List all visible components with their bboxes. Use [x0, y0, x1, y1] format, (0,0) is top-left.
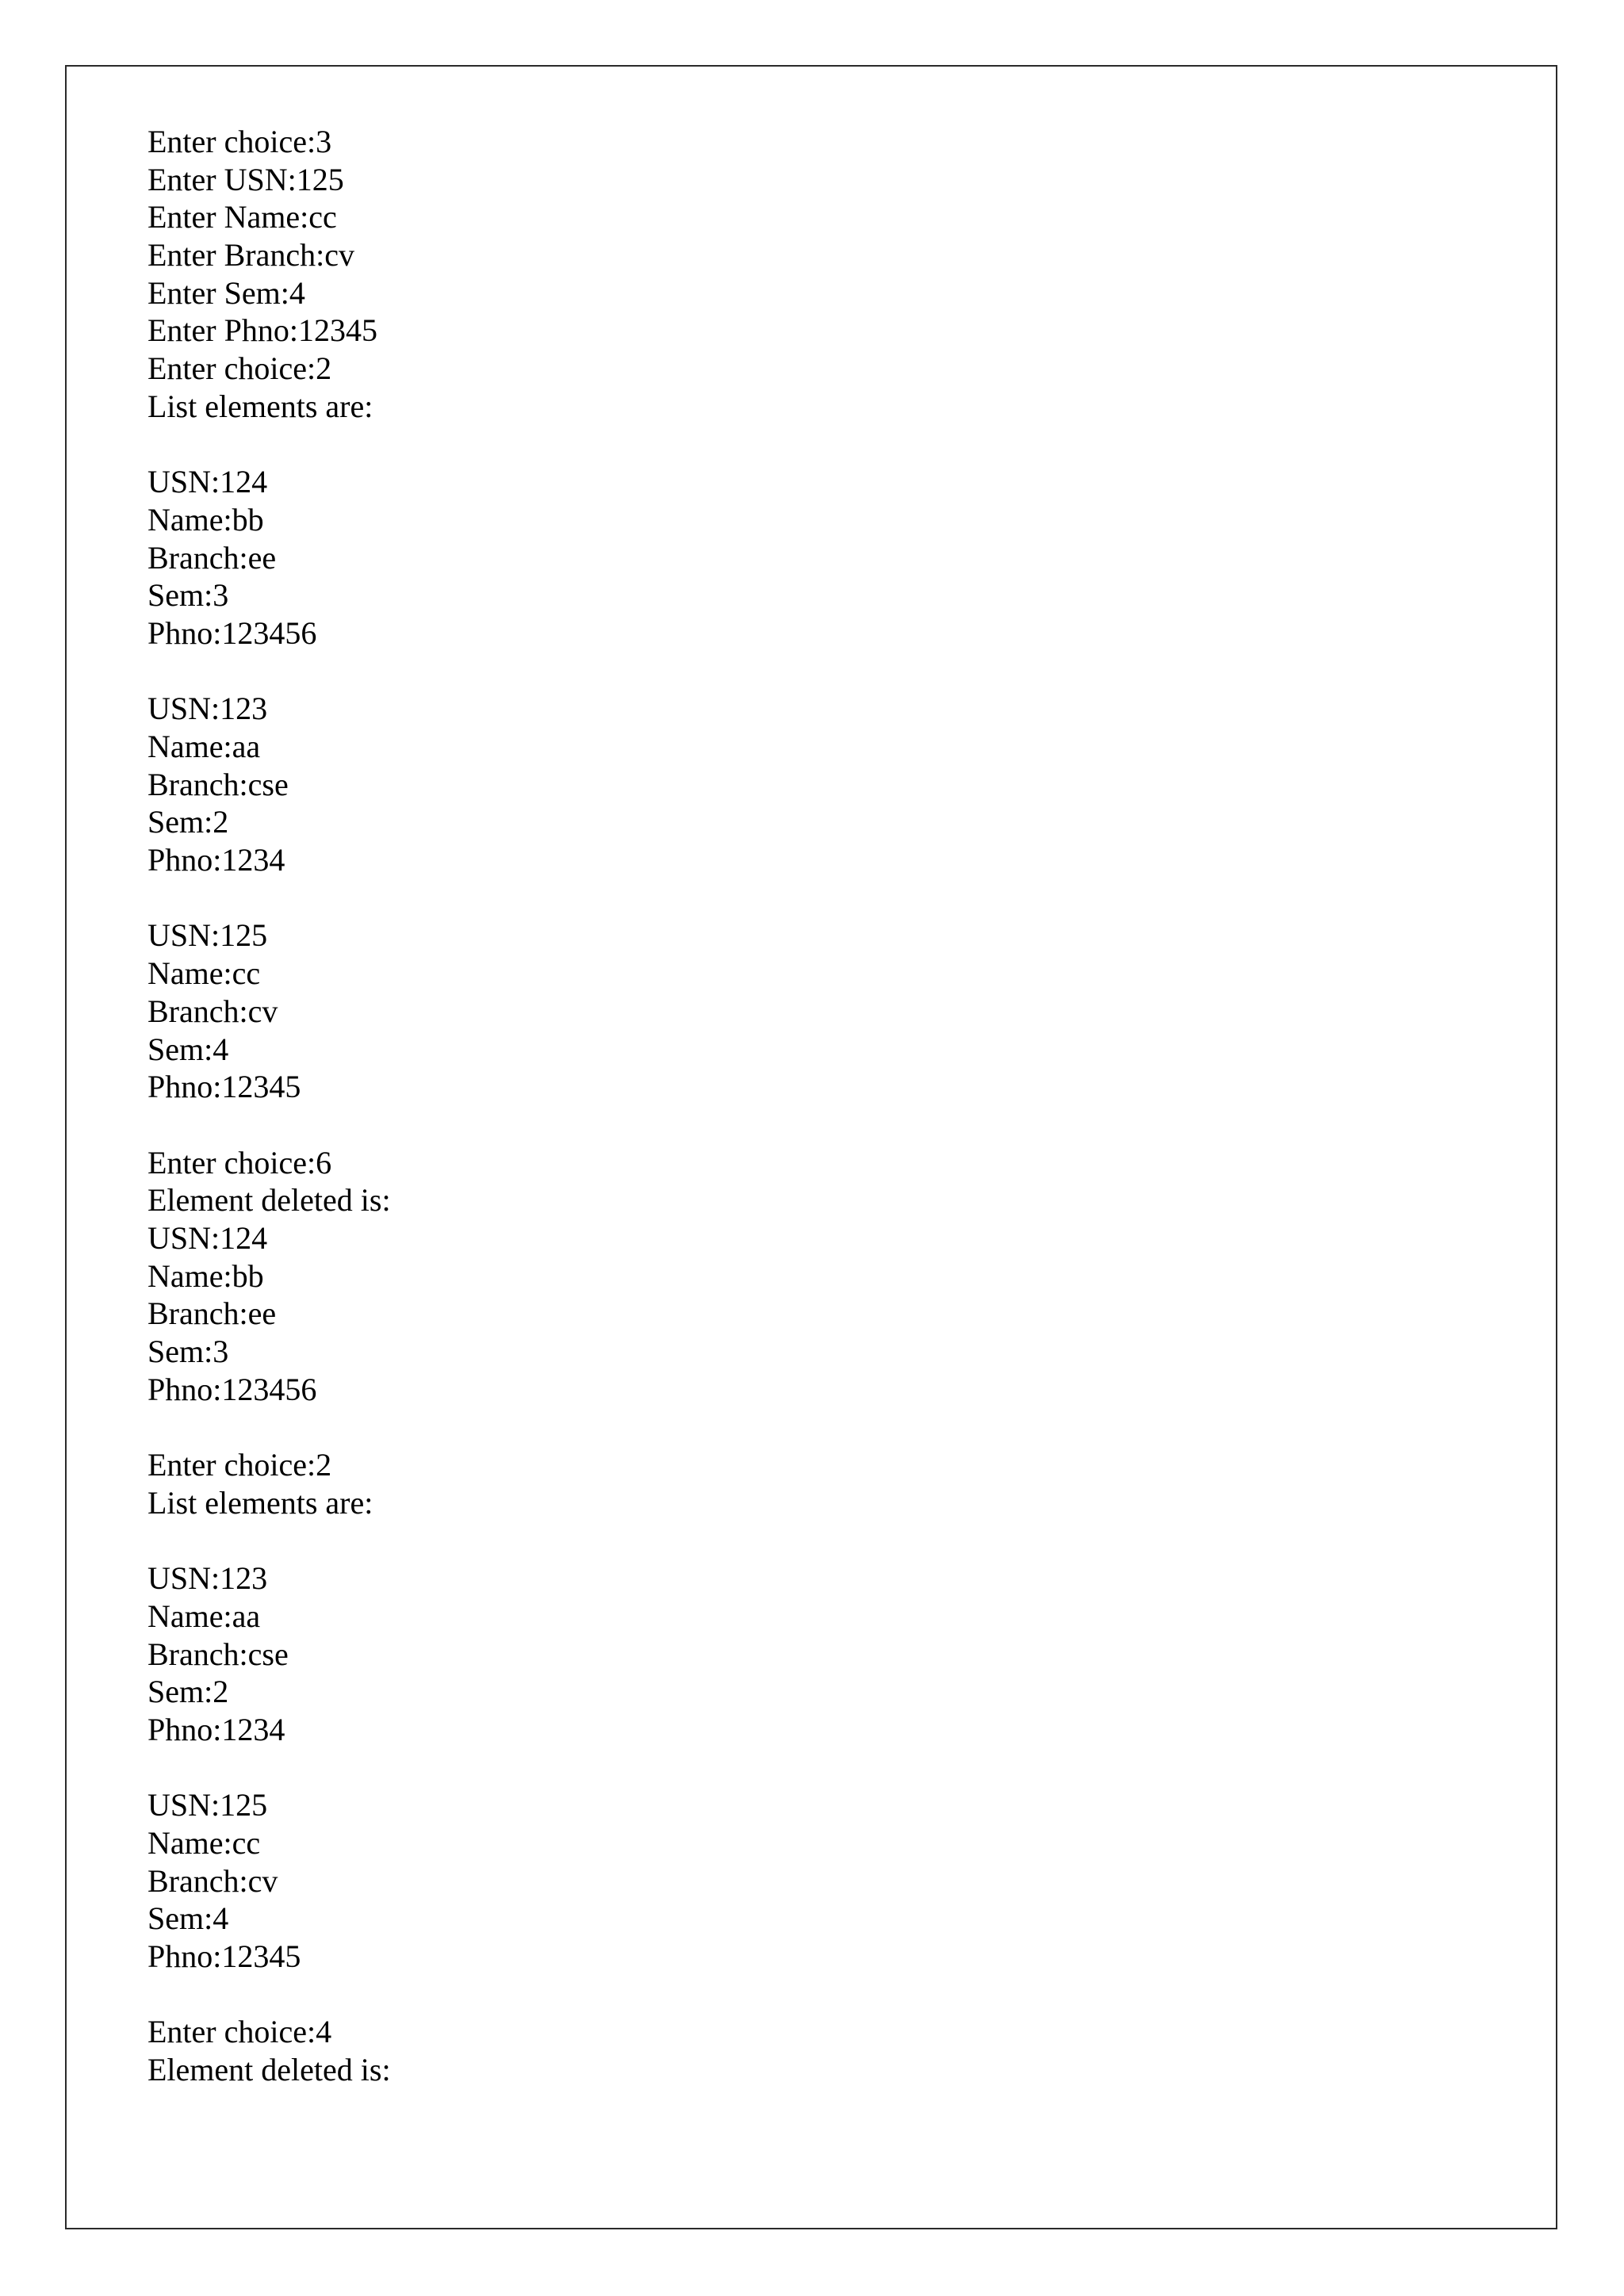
- output-line: Branch:ee: [147, 1295, 277, 1332]
- output-line: Phno:1234: [147, 1711, 285, 1747]
- blank-line: [147, 1749, 1416, 1787]
- output-line: List elements are:: [147, 388, 373, 424]
- output-line: Phno:1234: [147, 842, 285, 878]
- output-line: USN:123: [147, 691, 268, 727]
- output-line: Enter choice:2: [147, 1447, 332, 1483]
- output-line: Phno:12345: [147, 1938, 301, 1974]
- output-line: Enter choice:3: [147, 124, 332, 159]
- output-line: Sem:3: [147, 1334, 229, 1369]
- output-line: Sem:4: [147, 1031, 229, 1067]
- output-line: Sem:2: [147, 804, 229, 840]
- output-line: USN:123: [147, 1560, 268, 1597]
- output-line: Name:bb: [147, 501, 264, 538]
- blank-line: [147, 1106, 1416, 1144]
- output-line: Enter choice:6: [147, 1144, 332, 1181]
- output-line: Name:aa: [147, 1598, 261, 1634]
- program-output: [147, 123, 1416, 2089]
- output-line: USN:125: [147, 917, 268, 954]
- output-line: Sem:3: [147, 577, 229, 614]
- output-line: Branch:ee: [147, 539, 277, 576]
- output-line: Branch:cse: [147, 766, 289, 802]
- output-line: Phno:123456: [147, 614, 317, 651]
- output-line: Name:cc: [147, 1824, 261, 1861]
- output-line: Element deleted is:: [147, 2052, 391, 2088]
- output-line: Branch:cv: [147, 993, 278, 1029]
- blank-line: [147, 1408, 1416, 1446]
- blank-line: [147, 652, 1416, 691]
- output-line: List elements are:: [147, 1484, 373, 1521]
- output-line: Sem:2: [147, 1674, 229, 1710]
- output-line: Sem:4: [147, 1900, 229, 1937]
- output-line: Enter Phno:12345: [147, 312, 377, 349]
- blank-line: [147, 1521, 1416, 1559]
- output-line: Enter choice:2: [147, 350, 332, 387]
- output-line: Enter Name:cc: [147, 199, 337, 235]
- output-line: Element deleted is:: [147, 1182, 391, 1219]
- blank-line: [147, 879, 1416, 917]
- output-line: Enter Branch:cv: [147, 237, 354, 274]
- output-line: Name:bb: [147, 1257, 264, 1294]
- blank-line: [147, 426, 1416, 464]
- output-line: USN:124: [147, 464, 268, 500]
- output-line: USN:125: [147, 1787, 268, 1823]
- output-line: Name:aa: [147, 729, 261, 764]
- output-line: Branch:cv: [147, 1862, 278, 1899]
- output-line: Phno:12345: [147, 1069, 301, 1105]
- blank-line: [147, 1976, 1416, 2014]
- output-line: USN:124: [147, 1219, 268, 1256]
- output-line: Enter choice:4: [147, 2014, 332, 2050]
- output-line: Branch:cse: [147, 1636, 289, 1672]
- output-line: Phno:123456: [147, 1371, 317, 1407]
- output-line: Enter Sem:4: [147, 274, 305, 311]
- output-line: Name:cc: [147, 955, 261, 992]
- output-line: Enter USN:125: [147, 161, 344, 197]
